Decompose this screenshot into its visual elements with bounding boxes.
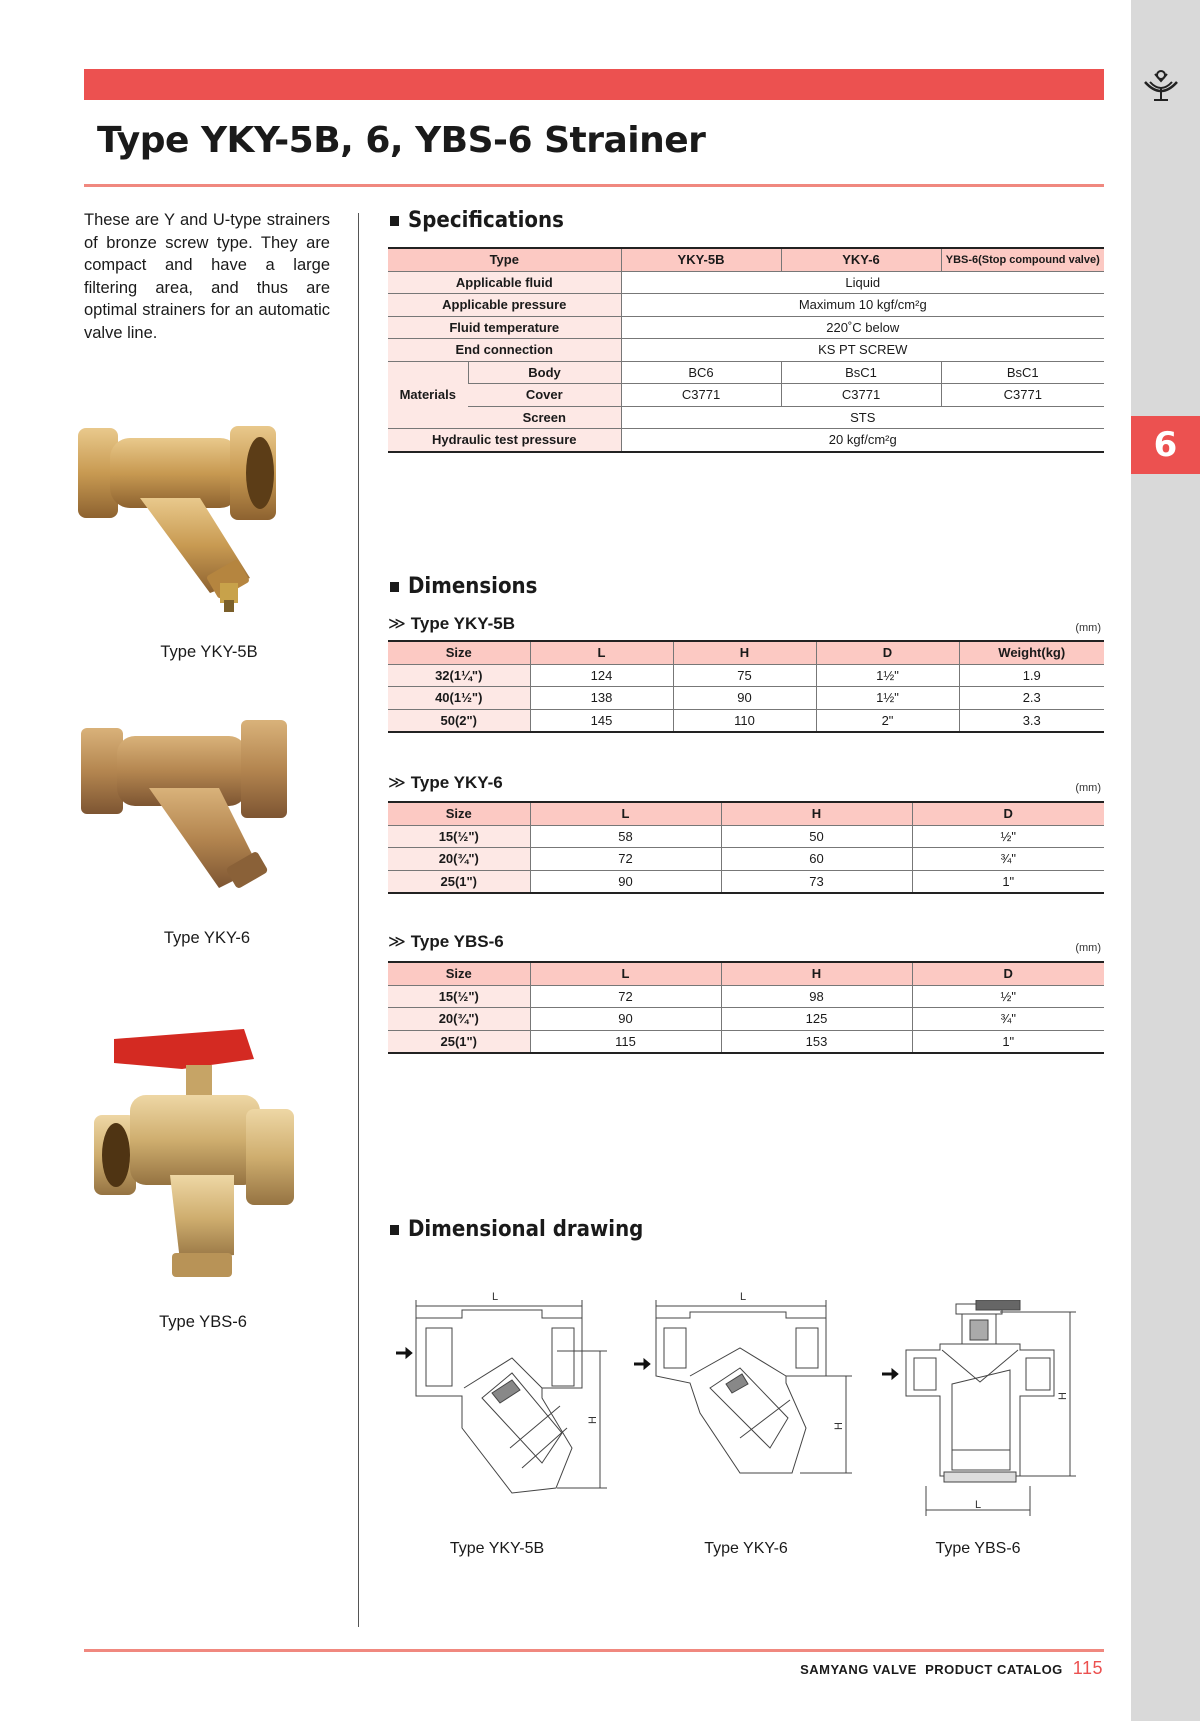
cell: KS PT SCREW [621, 339, 1104, 362]
cell: 73 [721, 870, 912, 893]
table-row [388, 825, 1104, 848]
chapter-tab: 6 [1131, 416, 1200, 474]
specifications-heading [390, 208, 564, 233]
table-row [388, 248, 1104, 271]
cell: 3.3 [959, 709, 1104, 732]
right-sidebar [1131, 0, 1200, 1721]
cell: 60 [721, 848, 912, 871]
unit-label: (mm) [1075, 942, 1101, 954]
col-header: D [912, 962, 1104, 985]
cell: 1.9 [959, 664, 1104, 687]
cell: 90 [530, 1008, 721, 1031]
cell: 153 [721, 1030, 912, 1053]
col-header: Size [388, 641, 530, 664]
footer-divider [84, 1649, 1104, 1652]
dimensions-heading-text: Dimensions [408, 574, 538, 599]
table-row [388, 985, 1104, 1008]
cell: 50 [721, 825, 912, 848]
cell: ½" [912, 985, 1104, 1008]
cell: 1½" [816, 664, 959, 687]
title-divider [84, 184, 1104, 187]
table-row [388, 641, 1104, 664]
cell: C3771 [621, 384, 781, 407]
cell: BsC1 [941, 361, 1104, 384]
spec-header-type: Type [388, 248, 621, 271]
table-row [388, 802, 1104, 825]
cell: STS [621, 406, 1104, 429]
specifications-table [388, 247, 1104, 453]
table-row [388, 664, 1104, 687]
table-row [388, 429, 1104, 452]
yky5b-dim-title [388, 614, 515, 634]
cell: BC6 [621, 361, 781, 384]
cell: 98 [721, 985, 912, 1008]
row-label: Cover [468, 384, 621, 407]
col-header: L [530, 641, 673, 664]
row-label: Hydraulic test pressure [388, 429, 621, 452]
cell: 72 [530, 985, 721, 1008]
spec-header-yky5b: YKY-5B [621, 248, 781, 271]
dim-l-label: L [740, 1291, 747, 1303]
row-label: Body [468, 361, 621, 384]
row-label: Applicable pressure [388, 294, 621, 317]
size-cell: 40(1½") [388, 687, 530, 710]
section-bullet-icon [390, 216, 399, 226]
unit-label: (mm) [1075, 782, 1101, 794]
column-divider [358, 213, 359, 1627]
cell: Maximum 10 kgf/cm²g [621, 294, 1104, 317]
cell: ¾" [912, 848, 1104, 871]
cell: 90 [673, 687, 816, 710]
size-cell: 20(¾") [388, 1008, 530, 1031]
table-row [388, 1008, 1104, 1031]
table-row [388, 271, 1104, 294]
row-label: Applicable fluid [388, 271, 621, 294]
table-row [388, 962, 1104, 985]
cell: C3771 [781, 384, 941, 407]
dim-l-label: L [975, 1499, 982, 1511]
cell: 20 kgf/cm²g [621, 429, 1104, 452]
size-cell: 25(1") [388, 870, 530, 893]
table-row [388, 870, 1104, 893]
yky6-drawing [630, 1288, 856, 1498]
drawing-heading [390, 1217, 643, 1242]
ybs6-drawing [880, 1300, 1082, 1520]
yky5b-dim-title-text: Type YKY-5B [410, 614, 516, 633]
dim-h-label: H [1057, 1392, 1069, 1400]
cell: 145 [530, 709, 673, 732]
table-row [388, 316, 1104, 339]
col-header: L [530, 802, 721, 825]
yky5b-photo [70, 418, 296, 618]
table-row [388, 1030, 1104, 1053]
table-row [388, 848, 1104, 871]
col-header: H [721, 962, 912, 985]
cell: 125 [721, 1008, 912, 1031]
drawing-heading-text: Dimensional drawing [408, 1217, 644, 1242]
cell: 1" [912, 1030, 1104, 1053]
cell: 110 [673, 709, 816, 732]
cell: 115 [530, 1030, 721, 1053]
footer-catalog-label: SAMYANG VALVE PRODUCT CATALOG [800, 1662, 1063, 1677]
size-cell: 25(1") [388, 1030, 530, 1053]
company-logo-icon [1141, 66, 1181, 106]
yky6-dim-title [388, 773, 503, 793]
yky5b-caption: Type YKY-5B [160, 643, 258, 661]
ybs6-photo [94, 1025, 298, 1283]
cell: 124 [530, 664, 673, 687]
cell: 1" [912, 870, 1104, 893]
header-bar [84, 69, 1104, 100]
spec-header-ybs6: YBS-6(Stop compound valve) [941, 248, 1104, 271]
specifications-heading-text: Specifications [408, 208, 564, 233]
cell: Liquid [621, 271, 1104, 294]
double-chevron-icon: ≫ [388, 773, 406, 792]
ybs6-dim-title-text: Type YBS-6 [410, 932, 504, 951]
cell: 90 [530, 870, 721, 893]
col-header: Size [388, 962, 530, 985]
page-number: 115 [1072, 1658, 1103, 1678]
spec-header-yky6: YKY-6 [781, 248, 941, 271]
col-header: H [721, 802, 912, 825]
table-row [388, 687, 1104, 710]
cell: 2" [816, 709, 959, 732]
table-row [388, 294, 1104, 317]
yky5b-dim-table [388, 640, 1104, 733]
dim-h-label: H [833, 1422, 845, 1430]
table-row [388, 384, 1104, 407]
col-header: Weight(kg) [959, 641, 1104, 664]
cell: 138 [530, 687, 673, 710]
yky5b-drawing [392, 1288, 618, 1498]
size-cell: 20(¾") [388, 848, 530, 871]
cell: 2.3 [959, 687, 1104, 710]
dim-l-label: L [492, 1291, 499, 1303]
cell: 72 [530, 848, 721, 871]
table-row [388, 709, 1104, 732]
dim-h-label: H [587, 1416, 599, 1424]
ybs6-dim-title [388, 932, 504, 952]
size-cell: 15(½") [388, 985, 530, 1008]
yky5b-drawing-caption: Type YKY-5B [449, 1540, 545, 1557]
footer [800, 1658, 1103, 1679]
col-header: L [530, 962, 721, 985]
row-label: Screen [468, 406, 621, 429]
size-cell: 50(2") [388, 709, 530, 732]
size-cell: 15(½") [388, 825, 530, 848]
col-header: D [912, 802, 1104, 825]
yky6-caption: Type YKY-6 [163, 929, 251, 947]
row-label: End connection [388, 339, 621, 362]
yky6-dim-title-text: Type YKY-6 [410, 773, 503, 792]
col-header: D [816, 641, 959, 664]
cell: 75 [673, 664, 816, 687]
table-row [388, 406, 1104, 429]
section-bullet-icon [390, 1225, 399, 1235]
ybs6-caption: Type YBS-6 [159, 1313, 247, 1331]
dimensions-heading [390, 574, 537, 599]
section-bullet-icon [390, 582, 399, 592]
row-label: Fluid temperature [388, 316, 621, 339]
unit-label: (mm) [1075, 622, 1101, 634]
materials-label: Materials [388, 361, 468, 429]
intro-text: These are Y and U-type strainers of bronze screw type. They are compact and have a large filtering area, and thus are optimal strainers for an automatic valve line. [84, 211, 330, 342]
ybs6-drawing-caption: Type YBS-6 [935, 1540, 1021, 1557]
cell: ½" [912, 825, 1104, 848]
table-row [388, 339, 1104, 362]
cell: C3771 [941, 384, 1104, 407]
size-cell: 32(1¼") [388, 664, 530, 687]
cell: ¾" [912, 1008, 1104, 1031]
cell: 220˚C below [621, 316, 1104, 339]
cell: 58 [530, 825, 721, 848]
yky6-photo [79, 718, 290, 893]
double-chevron-icon: ≫ [388, 614, 406, 633]
col-header: H [673, 641, 816, 664]
table-row [388, 361, 1104, 384]
cell: 1½" [816, 687, 959, 710]
page-title: Type YKY-5B, 6, YBS-6 Strainer [97, 120, 706, 161]
yky6-drawing-caption: Type YKY-6 [704, 1540, 788, 1557]
col-header: Size [388, 802, 530, 825]
yky6-dim-table [388, 801, 1104, 894]
ybs6-dim-table [388, 961, 1104, 1054]
cell: BsC1 [781, 361, 941, 384]
double-chevron-icon: ≫ [388, 932, 406, 951]
